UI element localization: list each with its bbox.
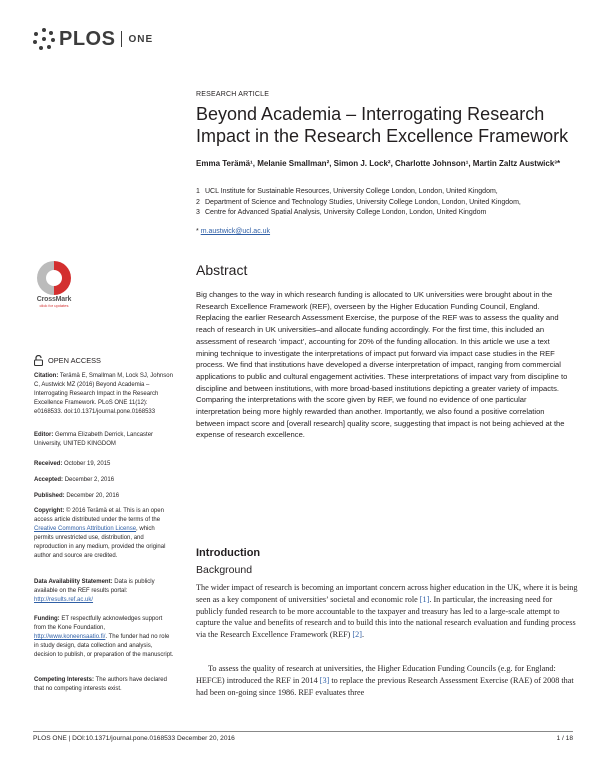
affiliation-number: 2 — [196, 198, 200, 206]
accepted-block — [34, 476, 174, 485]
citation-block — [34, 372, 174, 417]
published-label: Published: — [34, 493, 65, 499]
editor-block — [34, 431, 174, 449]
citation-label: Citation: — [34, 373, 59, 379]
competing-interests-block — [34, 676, 174, 694]
plos-one-logo — [33, 27, 153, 51]
reference-link[interactable]: [3] — [319, 675, 330, 685]
received-label: Received: — [34, 461, 63, 467]
reference-link[interactable]: [2] — [352, 630, 362, 640]
funding-text: ET respectfully acknowledges support from the Kone Foundation, — [34, 616, 163, 631]
data-availability-block — [34, 578, 174, 605]
ref-results-link[interactable]: http://results.ref.ac.uk/ — [34, 597, 94, 603]
affiliation-number: 3 — [196, 209, 200, 216]
email-marker: * — [196, 228, 199, 235]
kone-foundation-link[interactable]: http://www.koneensaatio.fi/ — [34, 634, 106, 640]
published-date: December 20, 2016 — [66, 493, 120, 499]
crossmark-sublabel: click for updates — [39, 303, 69, 308]
received-block — [34, 460, 174, 469]
affiliation-text: Department of Science and Technology Studies, University College London, London, United Kingdom, — [205, 198, 521, 206]
affiliation-number: 1 — [196, 188, 200, 195]
corresponding-email — [196, 228, 270, 235]
editor-text: Gemma Elizabeth Derrick, Lancaster University, UNITED KINGDOM — [34, 432, 154, 447]
competing-interests-text: The authors have declared that no competing interests exist. — [34, 677, 167, 692]
funding-text-end: . The funder had no role in study design, data collection and analysis, decision to publish, or preparation of the manuscript. — [34, 634, 174, 658]
article-title: Beyond Academia – Interrogating Research Impact in the Research Excellence Framework — [196, 104, 569, 146]
funding-label: Funding: — [34, 616, 60, 622]
abstract-text: Big changes to the way in which research funding is allocated to UK universities were brought about in the Research Excellence Framework (REF), overseen by the Higher Education Funding Council, England. Replacing the earlier Research Assessment Exercise, the purpose of the REF was to assess the quality and reach of research in UK universities–and allocate funding accordingly. For the first time, this included an assessment of research ‘impact’, accounting for 20% of the funding allocation. In this article we use a text mining technique to investigate the interpretations of impact put forward via impact case studies in the REF process. We find that institutions have developed a diverse interpretation of impact, ranging from commercial applications to public and cultural engagement activities. These interpretations of impact vary from discipline to discipline and between institutions, with more broad-based institutions depicting a greater variety of impacts. Comparing the interpretations with the score given by REF, we found no evidence of one particular interpretation being more highly rewarded than another. Importantly, we also found a positive correlation between impact score and [overall research] quality score, suggesting that impact is not being achieved at the expense of research excellence. — [196, 290, 568, 440]
copyright-text-end: , which permits unrestricted use, distribution, and reproduction in any medium, provided the original author and source are credited. — [34, 526, 166, 559]
paragraph-text: The wider impact of research is becoming an important concern across higher education in the UK, where it is being seen as a key component of universities’ societal and economic role — [196, 583, 578, 604]
logo-text: PLOS — [59, 27, 116, 50]
affiliations — [196, 187, 576, 219]
affiliation-item — [196, 187, 576, 198]
logo-journal: ONE — [128, 33, 154, 45]
competing-interests-label: Competing Interests: — [34, 677, 95, 683]
copyright-text: © 2016 Terämä et al. This is an open access article distributed under the terms of the — [34, 508, 164, 523]
background-heading: Background — [196, 564, 253, 576]
crossmark-label: CrossMark — [36, 296, 72, 303]
open-access-badge — [34, 355, 101, 366]
paragraph-text: . — [361, 630, 365, 640]
accepted-label: Accepted: — [34, 477, 64, 483]
copyright-block — [34, 507, 174, 561]
paragraph-text: To assess the quality of research at universities, the Higher Education Funding Councils (e.g. for England: HEFCE) introduced the REF in 2014 — [196, 664, 556, 685]
page-footer — [33, 731, 573, 742]
author-list: Emma Terämä¹, Melanie Smallman², Simon J. Lock², Charlotte Johnson¹, Martin Zaltz Austwick³* — [196, 159, 561, 168]
plos-dots-icon — [33, 28, 55, 50]
body-paragraph — [196, 663, 578, 698]
published-block — [34, 492, 174, 501]
received-date: October 19, 2015 — [64, 461, 111, 467]
article-type: RESEARCH ARTICLE — [196, 91, 270, 98]
funding-block — [34, 615, 174, 660]
paragraph-text: to replace the previous Research Assessment Exercise (RAE) of 2008 that had been on-going since 1986. REF evaluates three — [196, 675, 574, 697]
crossmark-icon — [37, 261, 71, 295]
logo-divider — [121, 31, 122, 47]
affiliation-text: Centre for Advanced Spatial Analysis, University College London, London, United Kingdom — [205, 209, 487, 216]
citation-text: Terämä E, Smallman M, Lock SJ, Johnson C, Austwick MZ (2016) Beyond Academia – Interrogating Research Impact in the Research Excellence Framework. PLoS ONE 11(12): e0168533. doi:10.1371/journal.pone.0168533 — [34, 373, 173, 415]
open-access-label: OPEN ACCESS — [48, 356, 101, 365]
email-link[interactable]: m.austwick@ucl.ac.uk — [200, 228, 271, 235]
accepted-date: December 2, 2016 — [64, 477, 115, 483]
introduction-heading: Introduction — [196, 547, 261, 559]
affiliation-item — [196, 198, 576, 209]
abstract-heading: Abstract — [196, 262, 248, 278]
affiliation-text: UCL Institute for Sustainable Resources, University College London, London, United Kingdom, — [205, 188, 498, 195]
affiliation-item — [196, 208, 576, 219]
body-paragraph — [196, 582, 578, 641]
reference-link[interactable]: [1] — [419, 594, 430, 604]
license-link[interactable]: Creative Commons Attribution License — [34, 526, 137, 532]
open-lock-icon — [34, 355, 43, 366]
copyright-label: Copyright: — [34, 508, 65, 514]
data-availability-text: Data is publicly available on the REF results portal: — [34, 579, 155, 594]
crossmark-badge[interactable] — [35, 261, 73, 308]
page-number: 1 / 18 — [556, 735, 573, 742]
paragraph-text: . In particular, the increasing need for publicly funded research to be more accountable to the taxpayer and treasury has led to a large-scale attempt to capture the value and benefits of research and to build this into the national research evaluation and funding process via the Research Excellence Framework (REF) — [196, 594, 576, 640]
editor-label: Editor: — [34, 432, 54, 438]
footer-citation: PLOS ONE | DOI:10.1371/journal.pone.0168533 December 20, 2016 — [33, 735, 235, 742]
data-availability-label: Data Availability Statement: — [34, 579, 113, 585]
